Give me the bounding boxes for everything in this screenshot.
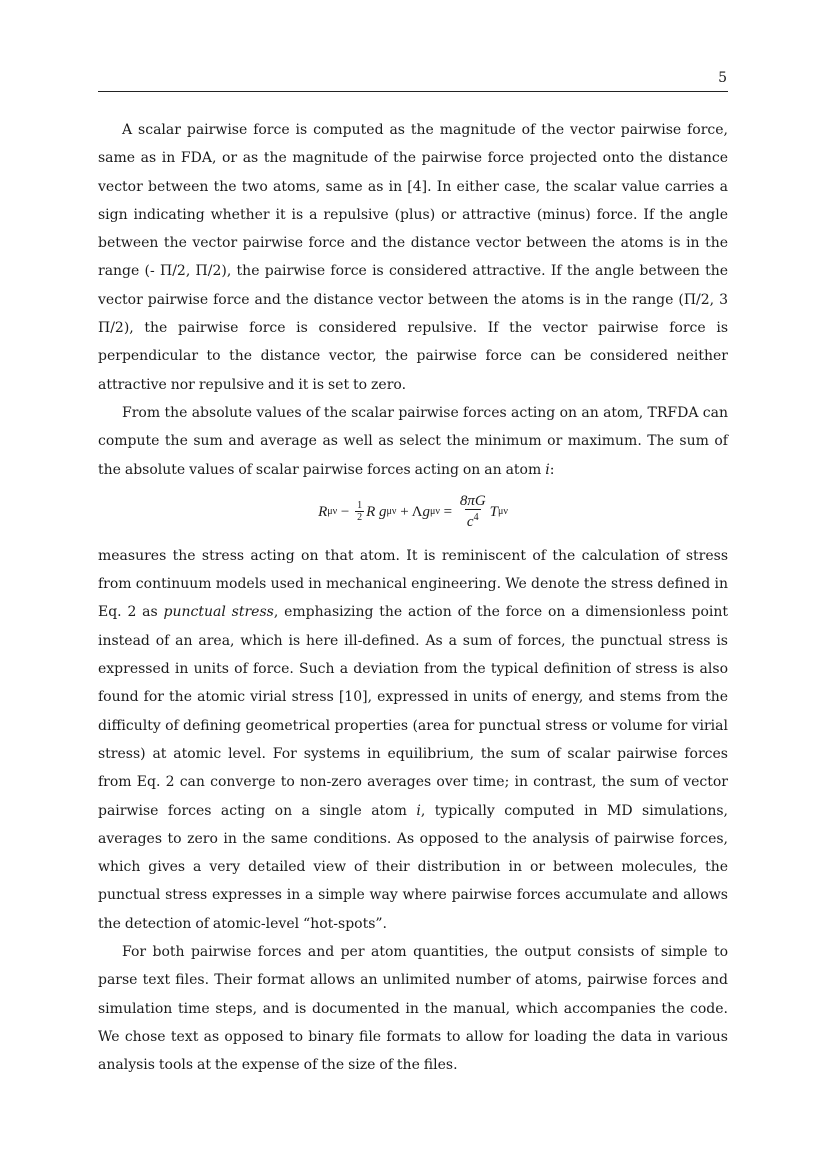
header-rule xyxy=(98,91,728,92)
equation xyxy=(98,484,728,540)
paragraph-text: From the absolute values of the scalar pairwise forces acting on an atom, TRFDA can compute the sum and average as well as select the minimum or maximum. The sum of the absolute values of scalar pairwise forces acting on an atom xyxy=(98,404,728,478)
paragraph-stress-a: measures the stress acting on that atom. It is reminiscent of the calculation of stress from continuum models used in mechanical engineering. We denote the stress defined in Eq. 2 as xyxy=(98,547,728,621)
eq-sub-3: μν xyxy=(429,505,440,517)
paragraph-absolute-values xyxy=(98,399,728,484)
term-punctual-stress: punctual stress xyxy=(163,604,274,621)
eq-half-den: 2 xyxy=(357,512,363,524)
eq-g: g xyxy=(379,503,387,520)
paragraph-output: For both pairwise forces and per atom quantities, the output consists of simple to parse text files. Their format allows an unlimited number of atoms, pairwise forces and simulation time steps, and is documented in the manual, which accompanies the code. We chose text as opposed to binary file formats to allow for loading the data in various analysis tools at the expense of the size of the files. xyxy=(98,944,728,1074)
eq-half xyxy=(355,500,364,523)
eq-frac-num: 8πG xyxy=(459,493,486,510)
eq-R2: R xyxy=(366,503,376,520)
eq-minus: − xyxy=(337,503,354,520)
eq-sub-4: μν xyxy=(498,505,508,517)
page-number: 5 xyxy=(718,70,727,86)
body-text xyxy=(98,116,728,1080)
eq-sub-2: μν xyxy=(386,505,397,517)
paragraph-scalar-force: A scalar pairwise force is computed as the magnitude of the vector pairwise force, same as in FDA, or as the magnitude of the pairwise force projected onto the distance vector between the two atoms, same as in [4]. In either case, the scalar value carries a sign indicating whether it is a repulsive (plus) or attractive (minus) force. If the angle between the vector pairwise force and the distance vector between the atoms is in the range (- Π/2, Π/2), the pairwise force is considered attractive. If the angle between the vector pairwise force and the distance vector between the atoms is in the range (Π/2, 3 Π/2), the pairwise force is considered repulsive. If the vector pairwise force is perpendicular to the distance vector, the pairwise force can be considered neither attractive nor repulsive and it is set to zero. xyxy=(98,122,728,393)
eq-c-power: 4 xyxy=(473,512,479,524)
eq-fraction xyxy=(458,493,488,530)
paragraph-stress xyxy=(98,542,728,938)
paragraph-stress-b: , emphasizing the action of the force on a dimensionless point instead of an area, which is here ill-defined. As a sum of forces, the punctual stress is expressed in units of force. Such a deviation from the typical definition of stress is also found for the atomic virial stress [10], expressed in units of energy, and stems from the difficulty of defining geometrical properties (area for punctual stress or volume for virial stress) at atomic level. For systems in equilibrium, the sum of scalar pairwise forces from Eq. 2 can converge to non-zero averages over time; in contrast, the sum of vector pairwise forces acting on a single atom xyxy=(98,604,728,819)
eq-R: R xyxy=(318,503,328,520)
eq-plus-lambda: + Λ xyxy=(396,503,423,520)
eq-c: c xyxy=(466,514,474,531)
eq-g2: g xyxy=(422,503,430,520)
paragraph-stress-c: , typically computed in MD simulations, averages to zero in the same conditions. As opposed to the analysis of pairwise forces, which gives a very detailed view of their distribution in or between molecules, the punctual stress expresses in a simple way where pairwise forces accumulate and allows the detection of atomic-level “hot-spots”. xyxy=(98,802,728,932)
variable-i: i xyxy=(545,461,550,478)
variable-i-2: i xyxy=(416,802,421,819)
eq-T: T xyxy=(489,503,499,520)
eq-frac-den xyxy=(465,509,481,530)
eq-half-num: 1 xyxy=(357,500,363,512)
eq-sub: μν xyxy=(327,505,338,517)
eq-equals: = xyxy=(439,503,456,520)
paragraph-text-end: : xyxy=(549,461,555,478)
